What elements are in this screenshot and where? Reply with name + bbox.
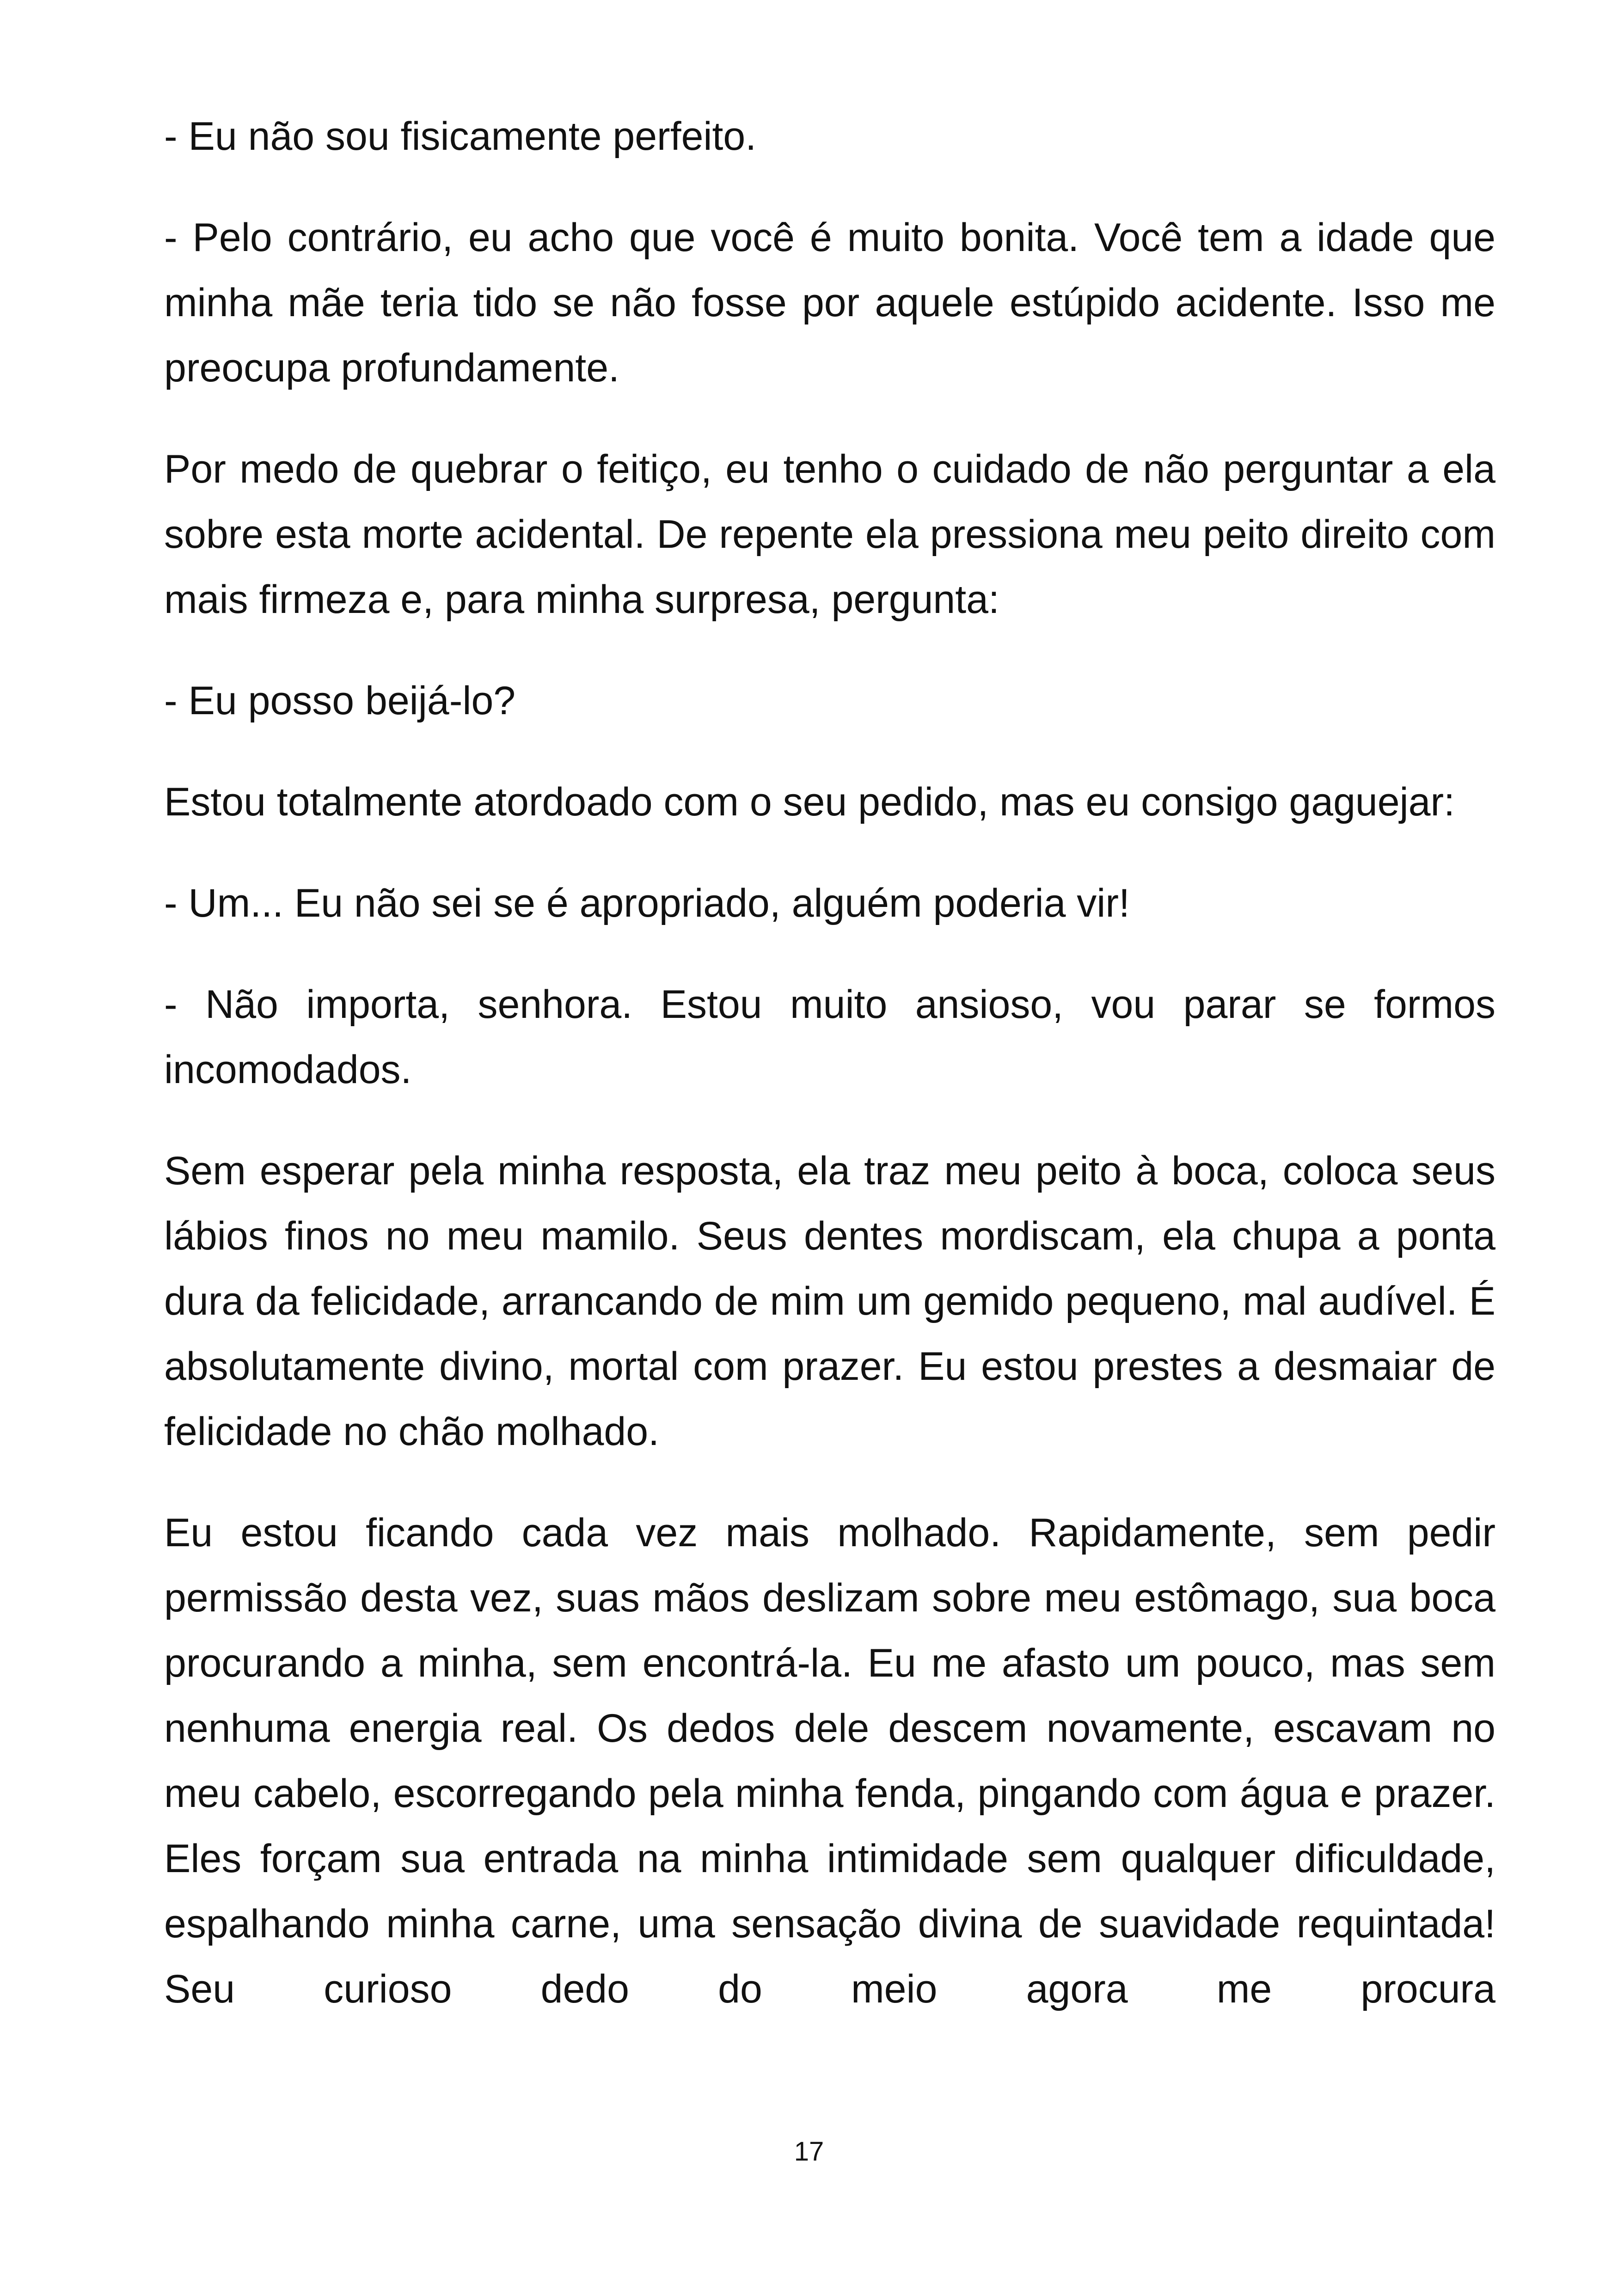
paragraph: - Pelo contrário, eu acho que você é muito bonita. Você tem a idade que minha mãe teria tido se não fosse por aquele estúpido acidente. Isso me preocupa profundamente. bbox=[164, 215, 1495, 390]
paragraph: - Eu posso beijá-lo? bbox=[164, 679, 516, 723]
paragraph: - Eu não sou fisicamente perfeito. bbox=[164, 114, 757, 159]
paragraph: Sem esperar pela minha resposta, ela traz meu peito à boca, coloca seus lábios finos no meu mamilo. Seus dentes mordiscam, ela chupa a ponta dura da felicidade, arrancando de mim um gemido pequeno, mal audível. É absolutamente divino, mortal com prazer. Eu estou prestes a desmaiar de felicidade no chão molhado. bbox=[164, 1149, 1495, 1454]
paragraph: Por medo de quebrar o feitiço, eu tenho o cuidado de não perguntar a ela sobre esta morte acidental. De repente ela pressiona meu peito direito com mais firmeza e, para minha surpresa, pergunta: bbox=[164, 447, 1495, 622]
paragraph: Eu estou ficando cada vez mais molhado. Rapidamente, sem pedir permissão desta vez, suas mãos deslizam sobre meu estômago, sua boca procurando a minha, sem encontrá-la. Eu me afasto um pouco, mas sem nenhuma energia real. Os dedos dele descem novamente, escavam no meu cabelo, escorregando pela minha fenda, pingando com água e prazer. Eles forçam sua entrada na minha intimidade sem qualquer dificuldade, espalhando minha carne, uma sensação divina de suavidade requintada! Seu curioso dedo do meio agora me procura bbox=[164, 1511, 1495, 2011]
paragraph: Estou totalmente atordoado com o seu pedido, mas eu consigo gaguejar: bbox=[164, 780, 1455, 824]
paragraph: - Não importa, senhora. Estou muito ansioso, vou parar se formos incomodados. bbox=[164, 982, 1495, 1092]
page-number: 17 bbox=[794, 2137, 824, 2167]
paragraph: - Um... Eu não sei se é apropriado, alguém poderia vir! bbox=[164, 881, 1130, 925]
body-text bbox=[164, 104, 1495, 2022]
